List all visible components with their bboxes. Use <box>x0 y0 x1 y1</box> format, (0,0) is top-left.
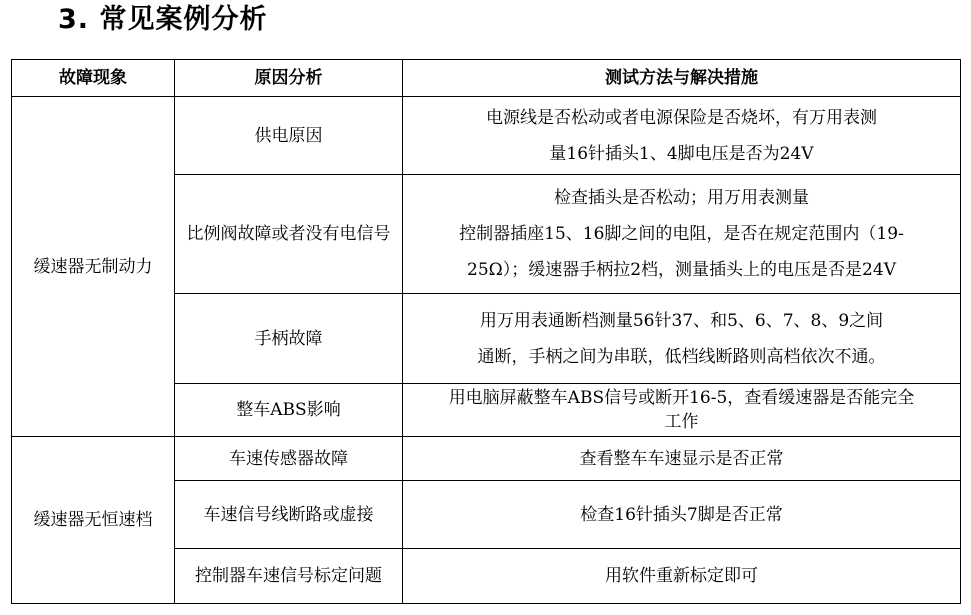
method-line: 查看整车车速显示是否正常 <box>579 448 784 469</box>
method-line: 电源线是否松动或者电源保险是否烧坏，有万用表测 <box>486 107 877 128</box>
method-line: 25Ω）；缓速器手柄拉2档，测量插头上的电压是否是24V <box>467 260 896 280</box>
table-row <box>12 97 961 175</box>
method-line: 用万用表通断档测量56针37、和5、6、7、8、9之间 <box>479 310 884 331</box>
cause-cell: 供电原因 <box>175 97 403 175</box>
method-line: 通断，手柄之间为串联，低档线断路则高档依次不通。 <box>477 346 886 367</box>
cause-cell: 车速信号线断路或虚接 <box>175 481 403 549</box>
header-method: 测试方法与解决措施 <box>403 60 961 97</box>
method-cell <box>403 97 961 175</box>
method-cell <box>403 294 961 384</box>
method-line: 检查插头是否松动；用万用表测量 <box>554 188 809 208</box>
method-line: 工作 <box>664 412 699 432</box>
cause-cell: 控制器车速信号标定问题 <box>175 549 403 604</box>
method-line: 控制器插座15、16脚之间的电阻，是否在规定范围内（19- <box>459 224 904 244</box>
method-line: 用电脑屏蔽整车ABS信号或断开16-5，查看缓速器是否能完全 <box>448 388 915 408</box>
method-cell <box>403 549 961 604</box>
cause-cell: 比例阀故障或者没有电信号 <box>175 175 403 294</box>
method-line: 用软件重新标定即可 <box>605 566 758 586</box>
table-row <box>12 437 961 481</box>
method-line: 量16针插头1、4脚电压是否为24V <box>549 143 814 164</box>
cause-cell: 手柄故障 <box>175 294 403 384</box>
method-cell <box>403 481 961 549</box>
phenomenon-cell: 缓速器无恒速档 <box>12 437 175 604</box>
section-heading: 3. 常见案例分析 <box>58 4 268 35</box>
method-cell <box>403 175 961 294</box>
cause-cell: 车速传感器故障 <box>175 437 403 481</box>
header-phenomenon: 故障现象 <box>12 60 175 97</box>
phenomenon-cell: 缓速器无制动力 <box>12 97 175 437</box>
method-cell <box>403 384 961 437</box>
header-cause: 原因分析 <box>175 60 403 97</box>
method-line: 检查16针插头7脚是否正常 <box>580 504 783 525</box>
table-header-row <box>12 60 961 97</box>
fault-case-table <box>11 59 961 604</box>
cause-cell: 整车ABS影响 <box>175 384 403 437</box>
method-cell <box>403 437 961 481</box>
